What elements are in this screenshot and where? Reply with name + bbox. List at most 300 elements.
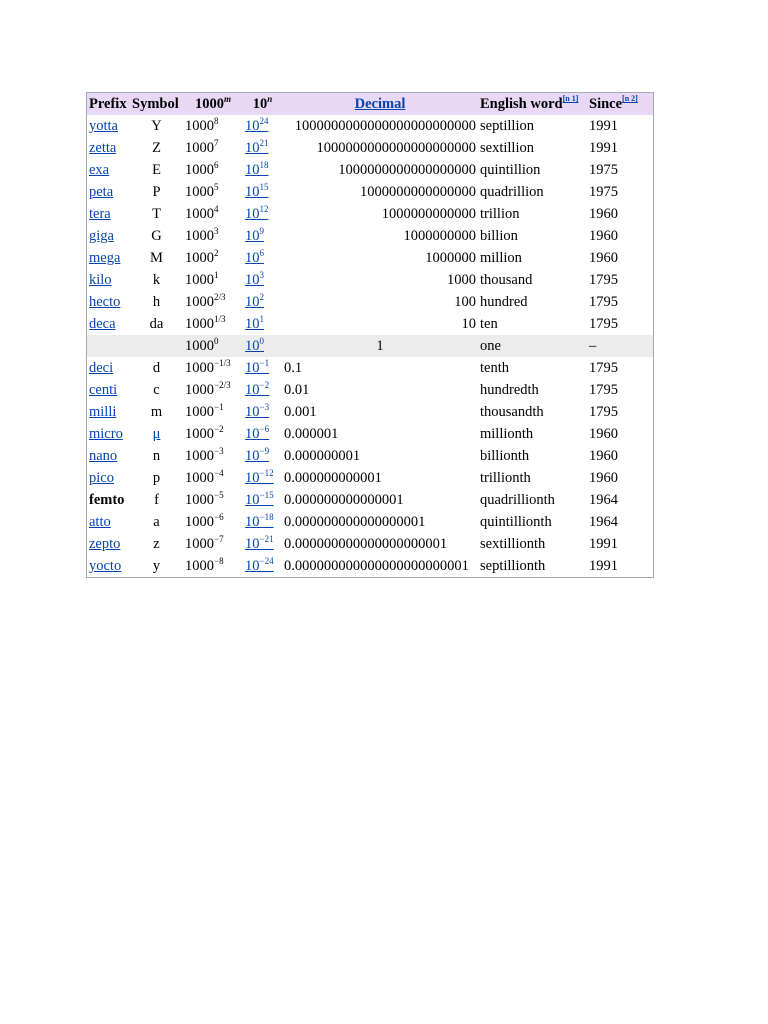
cell-since: 1975	[589, 184, 618, 200]
cell-prefix[interactable]	[87, 225, 130, 247]
symbol-text: m	[150, 404, 163, 420]
cell-english-word: septillion	[480, 118, 534, 134]
cell-prefix[interactable]	[87, 379, 130, 401]
table-row	[87, 467, 653, 489]
power-10-exponent[interactable]: 15	[259, 182, 269, 192]
power-1000-exponent: −4	[214, 468, 224, 478]
power-1000-base: 1000	[185, 426, 214, 442]
cell-power-1000	[183, 137, 243, 159]
prefix-mega[interactable]: mega	[89, 250, 121, 266]
symbol-text: c	[153, 382, 160, 398]
table-row	[87, 445, 653, 467]
power-10-link[interactable]	[245, 558, 274, 574]
cell-power-10[interactable]	[243, 269, 282, 291]
cell-prefix[interactable]	[87, 401, 130, 423]
power-10-link[interactable]	[245, 294, 264, 310]
header-prefix: Prefix	[87, 93, 130, 115]
symbol-text: n	[152, 448, 161, 464]
power-10-base[interactable]: 10	[245, 206, 260, 222]
table-row	[87, 247, 653, 269]
table-row	[87, 269, 653, 291]
power-1000-base: 1000	[185, 470, 214, 486]
cell-decimal: 0.000000000000001	[284, 492, 404, 508]
cell-english-word: hundred	[480, 294, 528, 310]
header-since: Since[n 2]	[587, 93, 653, 115]
symbol-text: h	[152, 294, 161, 310]
power-1000-base: 1000	[185, 360, 214, 376]
cell-symbol	[130, 467, 183, 489]
cell-symbol	[130, 357, 183, 379]
prefix-femto: femto	[89, 492, 125, 508]
table-row	[87, 423, 653, 445]
cell-english-word: ten	[480, 316, 498, 332]
power-10-exponent[interactable]: 9	[259, 226, 264, 236]
power-1000-base: 1000	[185, 272, 214, 288]
cell-prefix[interactable]	[87, 467, 130, 489]
prefix-zetta[interactable]: zetta	[89, 140, 117, 156]
cell-prefix[interactable]	[87, 357, 130, 379]
cell-symbol	[130, 533, 183, 555]
cell-symbol	[130, 401, 183, 423]
cell-power-1000	[183, 467, 243, 489]
cell-prefix[interactable]	[87, 269, 130, 291]
cell-prefix[interactable]	[87, 423, 130, 445]
power-10-base[interactable]: 10	[245, 360, 260, 376]
power-10-link[interactable]	[245, 118, 269, 134]
power-10-link[interactable]	[245, 426, 269, 442]
power-1000-exponent: −6	[214, 512, 224, 522]
header-decimal[interactable]	[282, 93, 478, 115]
cell-english-word: millionth	[480, 426, 534, 442]
table-row	[87, 335, 653, 357]
power-1000-exponent: −7	[214, 534, 224, 544]
cell-english-word: trillion	[480, 206, 520, 222]
prefix-pico[interactable]: pico	[89, 470, 114, 486]
power-1000-base: 1000	[185, 228, 214, 244]
prefix-exa[interactable]: exa	[89, 162, 110, 178]
cell-english-word: sextillionth	[480, 536, 546, 552]
cell-since: –	[587, 335, 653, 357]
power-1000-exponent: 3	[214, 226, 219, 236]
cell-symbol	[130, 269, 183, 291]
power-1000-exponent: −2/3	[214, 380, 231, 390]
cell-decimal: 0.000000001	[284, 448, 361, 464]
cell-power-10[interactable]	[243, 181, 282, 203]
power-10-exponent[interactable]: −1	[259, 358, 270, 368]
prefix-tera[interactable]: tera	[89, 206, 111, 222]
power-10-base[interactable]: 10	[245, 338, 260, 354]
power-10-exponent[interactable]: −12	[259, 468, 274, 478]
cell-prefix	[87, 489, 130, 511]
cell-symbol	[130, 313, 183, 335]
power-1000-base: 1000	[185, 514, 214, 530]
power-10-link[interactable]	[245, 140, 269, 156]
power-1000-exponent: 5	[214, 182, 219, 192]
power-10-link[interactable]	[245, 272, 264, 288]
power-10-exponent[interactable]: −15	[259, 490, 274, 500]
cell-symbol	[130, 291, 183, 313]
cell-since: 1964	[589, 492, 618, 508]
cell-symbol[interactable]	[130, 423, 183, 445]
table-row	[87, 357, 653, 379]
symbol-text: P	[152, 184, 161, 200]
power-1000-exponent: 2/3	[214, 292, 226, 302]
power-10-base[interactable]: 10	[245, 272, 260, 288]
cell-since: 1960	[589, 228, 618, 244]
cell-prefix[interactable]	[87, 555, 130, 577]
cell-english-word: hundredth	[480, 382, 539, 398]
cell-since: 1795	[589, 316, 618, 332]
table-row	[87, 555, 653, 577]
prefix-yotta[interactable]: yotta	[89, 118, 118, 134]
cell-since: 1795	[589, 294, 618, 310]
symbol-text: G	[151, 228, 162, 244]
power-1000-exponent: −1/3	[214, 358, 231, 368]
cell-decimal: 0.000000000001	[284, 470, 382, 486]
prefix-micro[interactable]: micro	[89, 426, 123, 442]
power-1000-exponent: −2	[214, 424, 224, 434]
power-10-base[interactable]: 10	[245, 492, 260, 508]
power-10-base[interactable]: 10	[245, 426, 260, 442]
power-10-base[interactable]: 10	[245, 404, 260, 420]
power-1000-base: 1000	[185, 404, 214, 420]
cell-power-1000	[183, 401, 243, 423]
cell-decimal: 0.01	[284, 382, 310, 398]
power-10-link[interactable]	[245, 382, 269, 398]
power-10-base[interactable]: 10	[245, 558, 260, 574]
power-10-base[interactable]: 10	[245, 250, 260, 266]
cell-prefix[interactable]	[87, 137, 130, 159]
power-10-link[interactable]	[245, 536, 274, 552]
cell-prefix[interactable]	[87, 203, 130, 225]
power-10-link[interactable]	[245, 228, 264, 244]
cell-prefix[interactable]	[87, 313, 130, 335]
cell-power-1000	[183, 247, 243, 269]
symbol-text: a	[153, 514, 160, 530]
cell-symbol	[130, 203, 183, 225]
header-power-10: 10$^n$	[243, 93, 282, 115]
cell-decimal: 1000000	[425, 250, 476, 266]
symbol-text: E	[152, 162, 161, 178]
power-1000-exponent: −3	[214, 446, 224, 456]
power-1000-exponent: 1/3	[214, 314, 226, 324]
symbol-text: k	[152, 272, 161, 288]
power-1000-base: 1000	[185, 184, 214, 200]
cell-power-1000	[183, 269, 243, 291]
cell-decimal: 1000000000000000000000000	[294, 118, 476, 134]
cell-decimal: 0.000001	[284, 426, 339, 442]
cell-symbol	[130, 445, 183, 467]
cell-symbol	[130, 159, 183, 181]
power-10-exponent[interactable]: −18	[259, 512, 274, 522]
cell-power-1000	[183, 203, 243, 225]
power-10-link[interactable]	[245, 316, 264, 332]
cell-since: 1960	[589, 448, 618, 464]
power-1000-base: 1000	[185, 206, 214, 222]
cell-since: 1991	[589, 536, 618, 552]
prefix-deca[interactable]: deca	[89, 316, 116, 332]
power-10-link[interactable]	[245, 338, 264, 354]
cell-decimal: 1000000000000000	[360, 184, 476, 200]
power-10-exponent[interactable]: 0	[259, 336, 264, 346]
cell-prefix[interactable]	[87, 115, 130, 137]
cell-power-10[interactable]	[243, 137, 282, 159]
power-10-base[interactable]: 10	[245, 536, 260, 552]
power-10-base[interactable]: 10	[245, 162, 260, 178]
cell-power-1000	[183, 511, 243, 533]
table-row	[87, 137, 653, 159]
power-10-link[interactable]	[245, 206, 269, 222]
cell-decimal: 1000	[447, 272, 476, 288]
power-10-exponent[interactable]: −6	[259, 424, 270, 434]
symbol-text: f	[154, 492, 159, 508]
cell-english-word: one	[478, 335, 587, 357]
cell-power-10[interactable]	[243, 357, 282, 379]
cell-power-1000	[183, 181, 243, 203]
power-1000-base: 1000	[185, 536, 214, 552]
symbol-text: da	[149, 316, 164, 332]
note-ref-2[interactable]: [n 2]	[622, 94, 638, 103]
power-1000-base: 1000	[185, 118, 214, 134]
cell-english-word: billionth	[480, 448, 530, 464]
power-1000-exponent: 2	[214, 248, 219, 258]
power-10-base[interactable]: 10	[245, 514, 260, 530]
power-10-base[interactable]: 10	[245, 228, 260, 244]
cell-english-word: quadrillionth	[480, 492, 555, 508]
decimal-link[interactable]: Decimal	[354, 96, 406, 112]
cell-power-1000	[183, 159, 243, 181]
cell-power-10[interactable]	[243, 401, 282, 423]
cell-power-10[interactable]	[243, 313, 282, 335]
cell-english-word: quintillion	[480, 162, 541, 178]
cell-decimal: 1000000000	[403, 228, 476, 244]
cell-power-10[interactable]	[243, 247, 282, 269]
cell-power-1000	[183, 291, 243, 313]
cell-power-1000	[183, 533, 243, 555]
cell-symbol	[130, 489, 183, 511]
power-10-base[interactable]: 10	[245, 448, 260, 464]
prefix-yocto[interactable]: yocto	[89, 558, 122, 574]
power-1000-exponent: 0	[214, 336, 219, 346]
power-10-base[interactable]: 10	[245, 184, 260, 200]
cell-power-10[interactable]	[243, 489, 282, 511]
cell-power-10[interactable]	[243, 555, 282, 577]
cell-power-1000	[183, 225, 243, 247]
power-10-link[interactable]	[245, 184, 269, 200]
power-10-link[interactable]	[245, 360, 269, 376]
table-row	[87, 225, 653, 247]
cell-decimal: 1000000000000000000	[338, 162, 476, 178]
cell-power-10[interactable]	[243, 379, 282, 401]
cell-power-10[interactable]	[243, 115, 282, 137]
cell-decimal: 1000000000000000000000	[316, 140, 476, 156]
cell-since: 1991	[589, 118, 618, 134]
cell-power-10[interactable]	[243, 445, 282, 467]
note-ref-1[interactable]: [n 1]	[562, 94, 579, 103]
cell-symbol	[130, 511, 183, 533]
cell-power-10[interactable]	[243, 203, 282, 225]
power-10-base[interactable]: 10	[245, 382, 260, 398]
power-1000-base: 1000	[185, 162, 214, 178]
cell-symbol	[130, 137, 183, 159]
symbol-text: d	[152, 360, 161, 376]
table-row	[87, 533, 653, 555]
prefix-nano[interactable]: nano	[89, 448, 118, 464]
header-symbol: Symbol	[130, 93, 183, 115]
prefix-centi[interactable]: centi	[89, 382, 118, 398]
cell-symbol	[130, 225, 183, 247]
power-1000-exponent: 7	[214, 138, 219, 148]
cell-since: 1991	[589, 558, 618, 574]
cell-english-word: sextillion	[480, 140, 534, 156]
cell-since: 1960	[589, 250, 618, 266]
power-10-base[interactable]: 10	[245, 118, 260, 134]
cell-power-1000	[183, 379, 243, 401]
cell-decimal: 0.1	[284, 360, 303, 376]
symbol-text: T	[152, 206, 161, 222]
cell-since: 1795	[589, 404, 618, 420]
header-english-word: English word[n 1]	[478, 93, 587, 115]
prefix-hecto[interactable]: hecto	[89, 294, 121, 310]
cell-power-1000	[183, 115, 243, 137]
power-10-link[interactable]	[245, 162, 269, 178]
cell-since: 1960	[589, 470, 618, 486]
table-row	[87, 115, 653, 137]
power-10-base[interactable]: 10	[245, 140, 260, 156]
si-prefix-table	[86, 92, 654, 578]
prefix-kilo[interactable]: kilo	[89, 272, 112, 288]
prefix-giga[interactable]: giga	[89, 228, 114, 244]
power-1000-exponent: 8	[214, 116, 219, 126]
power-10-exponent[interactable]: −3	[259, 402, 270, 412]
cell-power-1000	[183, 335, 243, 357]
cell-decimal: 0.000000000000000000000001	[284, 558, 469, 574]
table-row	[87, 291, 653, 313]
power-10-exponent[interactable]: 3	[259, 270, 264, 280]
cell-prefix[interactable]	[87, 291, 130, 313]
power-10-exponent[interactable]: −24	[259, 556, 274, 566]
power-10-exponent[interactable]: −9	[259, 446, 270, 456]
cell-power-1000	[183, 489, 243, 511]
cell-english-word: tenth	[480, 360, 509, 376]
cell-english-word: septillionth	[480, 558, 546, 574]
cell-decimal: 0.000000000000000001	[284, 514, 426, 530]
table-row	[87, 203, 653, 225]
table-row	[87, 379, 653, 401]
cell-english-word: million	[480, 250, 522, 266]
power-1000-exponent: 6	[214, 160, 219, 170]
cell-since: 1964	[589, 514, 618, 530]
cell-power-10[interactable]	[243, 225, 282, 247]
symbol-text: p	[152, 470, 161, 486]
cell-power-10[interactable]	[243, 159, 282, 181]
symbol-text[interactable]: μ	[152, 426, 161, 442]
cell-prefix[interactable]	[87, 445, 130, 467]
prefix-zepto[interactable]: zepto	[89, 536, 121, 552]
cell-decimal: 10	[461, 316, 476, 332]
symbol-text: y	[152, 558, 161, 574]
cell-english-word: trillionth	[480, 470, 531, 486]
table-row	[87, 511, 653, 533]
power-1000-exponent: 1	[214, 270, 219, 280]
cell-english-word: quintillionth	[480, 514, 552, 530]
power-1000-base: 1000	[185, 448, 214, 464]
cell-power-10[interactable]	[243, 335, 282, 357]
power-10-exponent[interactable]: 6	[259, 248, 264, 258]
cell-english-word: billion	[480, 228, 518, 244]
power-10-link[interactable]	[245, 492, 274, 508]
cell-prefix[interactable]	[87, 181, 130, 203]
power-10-exponent[interactable]: −21	[259, 534, 274, 544]
power-10-link[interactable]	[245, 448, 269, 464]
cell-english-word: quadrillion	[480, 184, 544, 200]
cell-power-10[interactable]	[243, 533, 282, 555]
cell-power-10[interactable]	[243, 511, 282, 533]
prefix-deci[interactable]: deci	[89, 360, 114, 376]
power-10-exponent[interactable]: 12	[259, 204, 269, 214]
power-10-link[interactable]	[245, 250, 264, 266]
table-row	[87, 159, 653, 181]
prefix-milli[interactable]: milli	[89, 404, 117, 420]
symbol-text: M	[150, 250, 163, 266]
cell-power-1000	[183, 423, 243, 445]
cell-prefix[interactable]	[87, 247, 130, 269]
power-1000-exponent: 4	[214, 204, 219, 214]
power-10-base[interactable]: 10	[245, 316, 260, 332]
power-1000-exponent: −5	[214, 490, 224, 500]
power-10-link[interactable]	[245, 514, 274, 530]
power-10-base[interactable]: 10	[245, 470, 260, 486]
cell-power-1000	[183, 555, 243, 577]
power-1000-exponent: −8	[214, 556, 224, 566]
cell-symbol	[130, 181, 183, 203]
cell-power-10[interactable]	[243, 423, 282, 445]
header-power-1000: 1000$^m$	[183, 93, 243, 115]
power-10-exponent[interactable]: 18	[259, 160, 269, 170]
power-10-exponent[interactable]: 1	[259, 314, 264, 324]
cell-decimal: 0.000000000000000000001	[284, 536, 448, 552]
power-10-exponent[interactable]: 24	[259, 116, 269, 126]
power-1000-base: 1000	[185, 382, 214, 398]
cell-since: 1795	[589, 382, 618, 398]
table-row	[87, 313, 653, 335]
cell-prefix[interactable]	[87, 511, 130, 533]
symbol-text: Z	[152, 140, 161, 156]
cell-since: 1960	[589, 426, 618, 442]
power-10-exponent[interactable]: 2	[259, 292, 264, 302]
table-body	[87, 115, 653, 577]
prefix-peta[interactable]: peta	[89, 184, 114, 200]
cell-power-10[interactable]	[243, 291, 282, 313]
cell-symbol	[130, 115, 183, 137]
power-10-link[interactable]	[245, 470, 274, 486]
power-10-base[interactable]: 10	[245, 294, 260, 310]
power-10-exponent[interactable]: 21	[259, 138, 269, 148]
cell-prefix[interactable]	[87, 159, 130, 181]
cell-since: 1975	[589, 162, 618, 178]
power-1000-base: 1000	[185, 338, 214, 354]
prefix-atto[interactable]: atto	[89, 514, 111, 530]
cell-symbol	[130, 379, 183, 401]
cell-prefix[interactable]	[87, 533, 130, 555]
power-1000-base: 1000	[185, 140, 214, 156]
symbol-text: z	[153, 536, 160, 552]
power-10-link[interactable]	[245, 404, 269, 420]
power-10-exponent[interactable]: −2	[259, 380, 270, 390]
cell-since: 1795	[589, 360, 618, 376]
cell-power-10[interactable]	[243, 467, 282, 489]
power-1000-base: 1000	[185, 558, 214, 574]
